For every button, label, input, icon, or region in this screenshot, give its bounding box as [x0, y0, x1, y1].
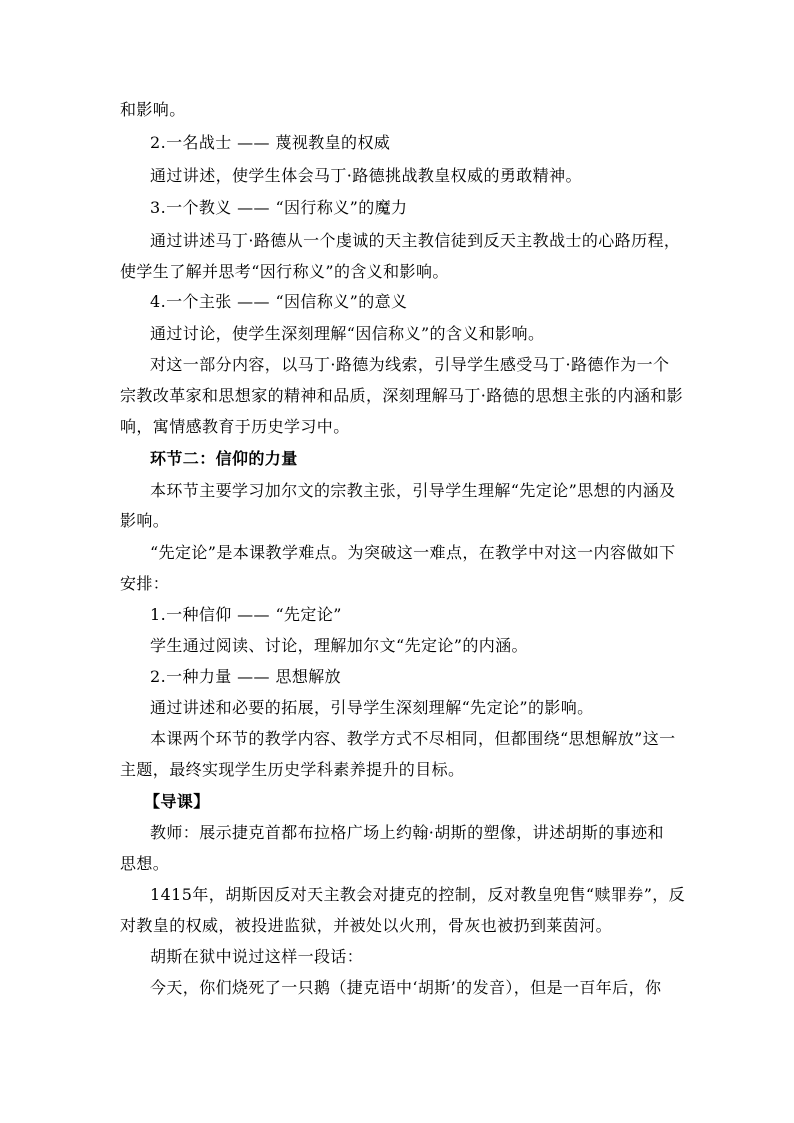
text-line: 今天，你们烧死了一只鹅（捷克语中‘胡斯’的发音），但是一百年后，你 — [150, 978, 662, 997]
text-line: 对教皇的权威，被投进监狱，并被处以火刑，骨灰也被扔到莱茵河。 — [120, 916, 613, 935]
text-line: 本课两个环节的教学内容、教学方式不尽相同，但都围绕“思想解放”这一 — [150, 729, 676, 748]
text-line: 影响。 — [120, 511, 170, 530]
text-line: 和影响。 — [120, 100, 186, 119]
text-line: 通过讨论，使学生深刻理解“因信称义”的含义和影响。 — [150, 324, 545, 343]
text-line: 安排： — [120, 574, 170, 593]
section-heading: 2.一名战士 —— 蔑视教皇的权威 — [150, 133, 391, 152]
text-line: 通过讲述马丁·路德从一个虔诚的天主教信徒到反天主教战士的心路历程， — [150, 231, 681, 250]
text-line: 胡斯在狱中说过这样一段话： — [150, 947, 364, 966]
section-heading: 2.一种力量 —— 思想解放 — [150, 667, 342, 686]
section-heading: 3.一个教义 —— “因行称义”的魔力 — [150, 198, 408, 217]
text-line: 本环节主要学习加尔文的宗教主张，引导学生理解“先定论”思想的内涵及 — [150, 481, 676, 500]
text-line: 思想。 — [120, 854, 170, 873]
text-line: 学生通过阅读、讨论，理解加尔文“先定论”的内涵。 — [150, 636, 528, 655]
section-title: 【导课】 — [144, 792, 210, 811]
section-heading: 1.一种信仰 —— “先定论” — [150, 605, 342, 624]
text-line: “先定论”是本课教学难点。为突破这一难点，在教学中对这一内容做如下 — [150, 543, 676, 562]
text-line: 主题，最终实现学生历史学科素养提升的目标。 — [120, 760, 465, 779]
text-line: 通过讲述和必要的拓展，引导学生深刻理解“先定论”的影响。 — [150, 698, 594, 717]
section-heading: 4.一个主张 —— “因信称义”的意义 — [150, 292, 408, 311]
section-title: 环节二：信仰的力量 — [150, 449, 298, 468]
text-line: 使学生了解并思考“因行称义”的含义和影响。 — [120, 262, 449, 281]
text-line: 通过讲述，使学生体会马丁·路德挑战教皇权威的勇敢精神。 — [150, 166, 582, 185]
text-line: 教师：展示捷克首都布拉格广场上约翰·胡斯的塑像，讲述胡斯的事迹和 — [150, 823, 664, 842]
text-line: 1415年，胡斯因反对天主教会对捷克的控制，反对教皇兜售“赎罪券”，反 — [150, 885, 686, 904]
text-line: 响，寓情感教育于历史学习中。 — [120, 417, 350, 436]
text-line: 对这一部分内容，以马丁·路德为线索，引导学生感受马丁·路德作为一个 — [150, 355, 670, 374]
text-line: 宗教改革家和思想家的精神和品质，深刻理解马丁·路德的思想主张的内涵和影 — [120, 386, 684, 405]
